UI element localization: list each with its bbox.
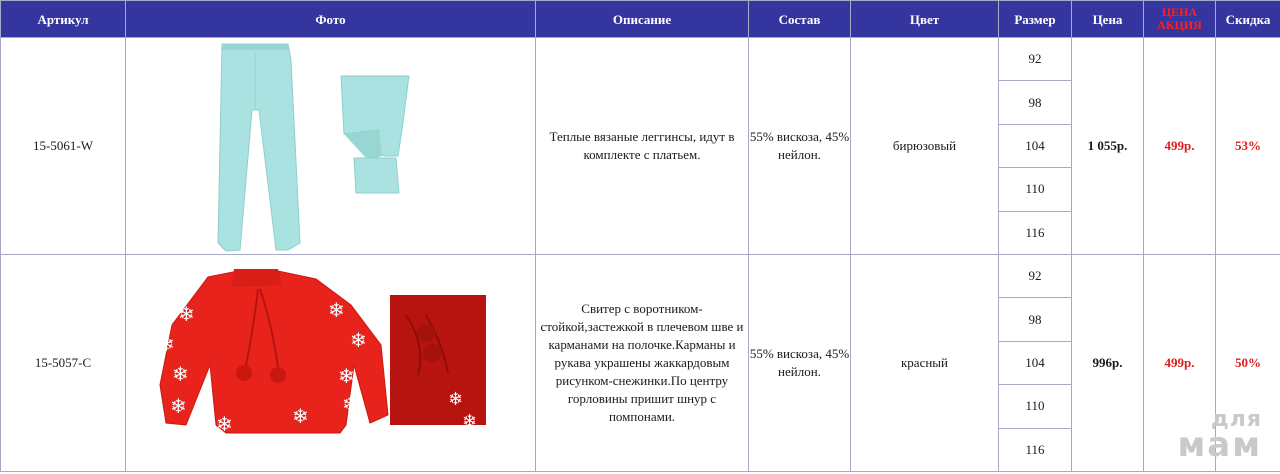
svg-text:❄: ❄	[172, 362, 189, 386]
discount-cell: 50%	[1216, 255, 1280, 472]
svg-text:❄: ❄	[338, 364, 355, 388]
size-cell: 116	[999, 428, 1072, 471]
size-cell: 92	[999, 255, 1072, 298]
header-color: Цвет	[851, 1, 999, 38]
svg-text:❄: ❄	[170, 394, 187, 418]
header-promo-price: ЦЕНА АКЦИЯ	[1144, 1, 1216, 38]
discount-cell: 53%	[1216, 38, 1280, 255]
svg-text:❄: ❄	[216, 412, 233, 436]
article-cell: 15-5057-C	[1, 255, 126, 472]
price-cell: 996р.	[1072, 255, 1144, 472]
svg-text:❄: ❄	[462, 411, 478, 432]
description-cell: Свитер с воротником-стойкой,застежкой в плечевом шве и карманами на полочке.Карманы и рукава украшены жаккардовым рисунком-снежинки.По центру горловины пришит шнур с помпонами.	[536, 255, 749, 472]
table-row	[1, 255, 1280, 298]
svg-text:❄: ❄	[292, 404, 309, 428]
svg-text:❄: ❄	[350, 328, 367, 352]
red-sweater-photo	[126, 255, 535, 471]
product-photo-cell	[126, 255, 536, 472]
composition-cell: 55% вискоза, 45% нейлон.	[749, 38, 851, 255]
price-cell: 1 055р.	[1072, 38, 1144, 255]
header-row	[1, 1, 1280, 38]
svg-text:❄: ❄	[342, 392, 359, 416]
size-cell: 92	[999, 38, 1072, 81]
size-cell: 110	[999, 168, 1072, 211]
table-row	[1, 38, 1280, 81]
size-cell: 116	[999, 211, 1072, 254]
composition-cell: 55% вискоза, 45% нейлон.	[749, 255, 851, 472]
size-cell: 104	[999, 124, 1072, 167]
turquoise-leggings-photo	[126, 38, 535, 254]
header-price: Цена	[1072, 1, 1144, 38]
size-cell: 110	[999, 385, 1072, 428]
header-photo: Фото	[126, 1, 536, 38]
promo-price-cell: 499р.	[1144, 255, 1216, 472]
header-article: Артикул	[1, 1, 126, 38]
svg-text:❄: ❄	[328, 298, 345, 322]
size-cell: 98	[999, 81, 1072, 124]
product-photo-cell	[126, 38, 536, 255]
header-description: Описание	[536, 1, 749, 38]
promo-price-cell: 499р.	[1144, 38, 1216, 255]
color-cell: красный	[851, 255, 999, 472]
header-composition: Состав	[749, 1, 851, 38]
svg-text:❄: ❄	[448, 389, 464, 410]
color-cell: бирюзовый	[851, 38, 999, 255]
watermark-line-1: для	[1210, 407, 1262, 432]
svg-text:❄: ❄	[178, 302, 195, 326]
header-discount: Скидка	[1216, 1, 1280, 38]
watermark-line-2: мам	[1177, 425, 1262, 465]
article-cell: 15-5061-W	[1, 38, 126, 255]
header-size: Размер	[999, 1, 1072, 38]
size-cell: 98	[999, 298, 1072, 341]
description-cell: Теплые вязаные леггинсы, идут в комплекте с платьем.	[536, 38, 749, 255]
svg-text:❄: ❄	[158, 332, 175, 356]
size-cell: 104	[999, 341, 1072, 384]
